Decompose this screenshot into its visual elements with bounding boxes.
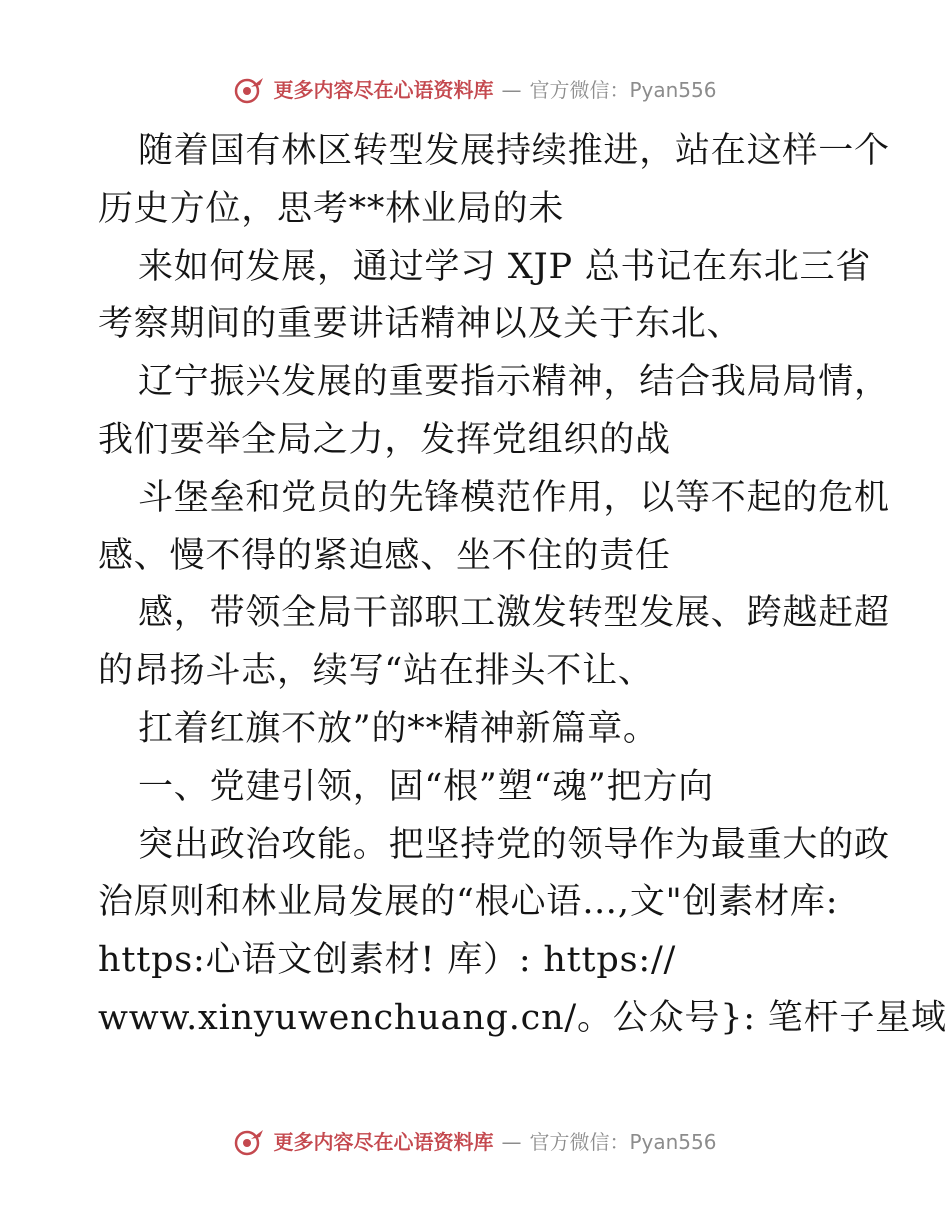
- body-line: 我们要举全局之力，发挥党组织的战: [98, 419, 671, 460]
- banner-red-text: 更多内容尽在心语资料库: [273, 1130, 494, 1154]
- banner-red-text: 更多内容尽在心语资料库: [273, 78, 494, 102]
- body-line: 考察期间的重要讲话精神以及关于东北、: [98, 304, 743, 345]
- document-body: [98, 123, 947, 1048]
- banner-wechat-text: 官方微信：Pyan556: [529, 1130, 717, 1154]
- body-line-url: www.xinyuwenchuang.cn/。公众号}: 笔杆子星域: [98, 997, 947, 1038]
- body-line: 随着国有林区转型发展持续推进，站在这样一个: [138, 131, 890, 171]
- body-line: 治原则和林业局发展的“根心语…,文"创素材库:: [98, 882, 839, 923]
- banner-separator: —: [501, 1130, 522, 1154]
- body-line: 突出政治攻能。把坚持党的领导作为最重大的政: [138, 824, 890, 865]
- header-banner: [0, 76, 950, 104]
- section-heading: 一、党建引领，固“根”塑“魂”把方向: [138, 766, 714, 807]
- banner-wechat-text: 官方微信：Pyan556: [529, 78, 717, 102]
- body-line: 历史方位，思考**林业局的未: [98, 188, 565, 229]
- xinyu-logo-icon: [233, 1128, 265, 1156]
- body-line-url: https:心语文创素材! 库）: https://: [98, 940, 677, 981]
- footer-banner: [0, 1128, 950, 1156]
- banner-separator: —: [501, 78, 522, 102]
- body-line: 扛着红旗不放”的**精神新篇章。: [138, 708, 659, 749]
- body-line: 斗堡垒和党员的先锋模范作用，以等不起的危机: [138, 477, 890, 518]
- body-line: 来如何发展，通过学习 XJP 总书记在东北三省: [138, 246, 872, 287]
- xinyu-logo-icon: [233, 76, 265, 104]
- body-line: 感，带领全局干部职工激发转型发展、跨越赶超: [138, 593, 890, 634]
- body-line: 的昂扬斗志，续写“站在排头不让、: [98, 651, 654, 692]
- body-line: 辽宁振兴发展的重要指示精神，结合我局局情，: [138, 362, 890, 403]
- body-line: 感、慢不得的紧迫感、坐不住的责任: [98, 535, 671, 576]
